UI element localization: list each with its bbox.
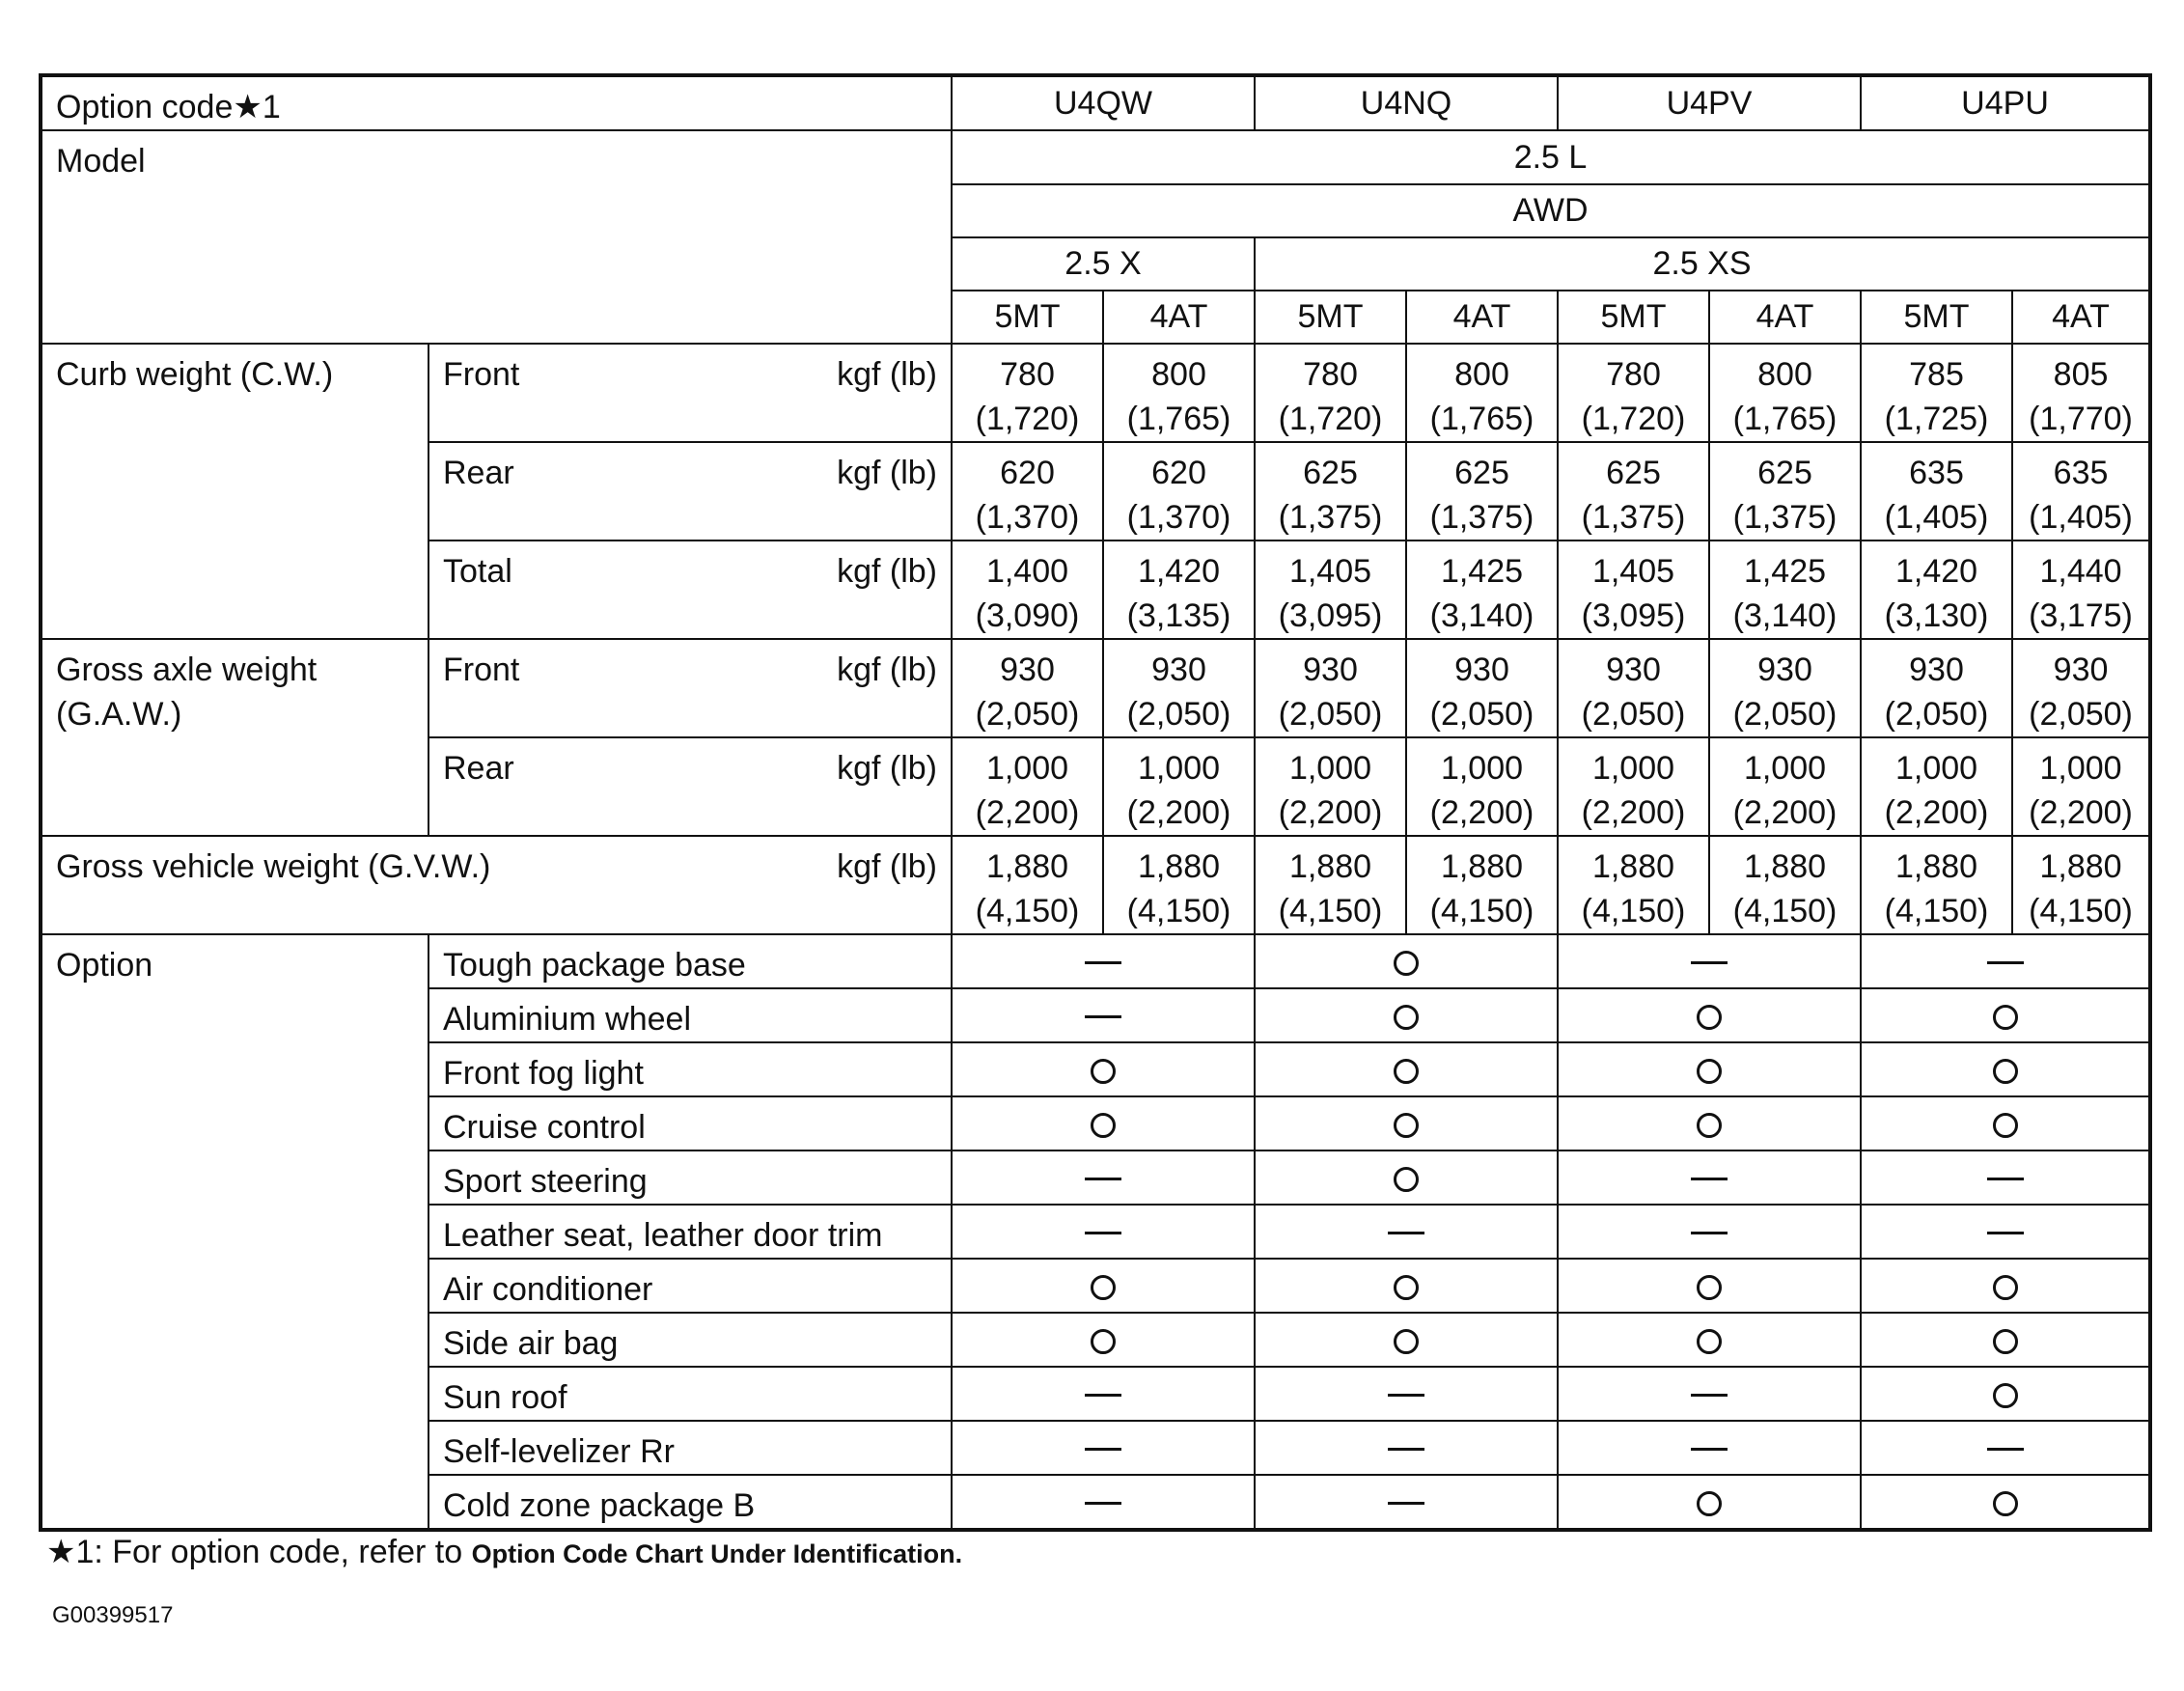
option-item-label: Sport steering — [429, 1150, 952, 1205]
weight-value-cell — [952, 442, 1103, 541]
weight-lb: (4,150) — [2029, 893, 2133, 929]
standard-circle-icon — [1394, 1167, 1419, 1192]
option-availability-cell — [1558, 1205, 1861, 1259]
not-available-dash-icon — [1085, 1232, 1121, 1234]
weight-lb: (1,765) — [1732, 401, 1838, 437]
weight-kgf: 1,405 — [1591, 553, 1675, 590]
not-available-dash-icon — [1388, 1448, 1424, 1451]
standard-circle-icon — [1394, 1275, 1419, 1300]
footnote-reference: Option Code Chart Under Identification. — [471, 1539, 963, 1568]
weight-kgf: 800 — [1151, 356, 1206, 393]
option-availability-cell — [1255, 988, 1558, 1042]
weight-kgf: 1,880 — [2039, 848, 2122, 885]
weight-kgf: 930 — [1909, 651, 1964, 688]
sub-label-text: Front — [443, 651, 520, 688]
not-available-dash-icon — [1085, 1394, 1121, 1397]
weight-kgf: 1,425 — [1440, 553, 1524, 590]
option-availability-cell — [1558, 988, 1861, 1042]
weight-sub-label — [429, 639, 952, 737]
option-code-u4pu: U4PU — [1861, 75, 2150, 130]
transmission-cell: 5MT — [1861, 291, 2012, 344]
not-available-dash-icon — [1987, 1178, 2024, 1180]
not-available-dash-icon — [1085, 1178, 1121, 1180]
weight-lb: (4,150) — [1732, 893, 1838, 929]
weight-kgf: 1,880 — [1894, 848, 1978, 885]
weight-kgf: 1,000 — [1894, 750, 1978, 787]
standard-circle-icon — [1091, 1275, 1116, 1300]
weight-value-cell — [1255, 442, 1406, 541]
weight-value-cell — [1861, 639, 2012, 737]
standard-circle-icon — [1394, 1059, 1419, 1084]
weight-kgf: 1,880 — [985, 848, 1069, 885]
weight-lb: (1,405) — [1884, 499, 1989, 536]
weight-kgf: 800 — [1454, 356, 1509, 393]
weight-value-cell — [1255, 639, 1406, 737]
option-availability-cell — [1861, 1150, 2150, 1205]
weight-lb: (3,095) — [1278, 597, 1383, 634]
weight-lb: (3,090) — [975, 597, 1080, 634]
weight-value-cell — [1861, 541, 2012, 639]
weight-kgf: 780 — [1000, 356, 1055, 393]
weight-kgf: 1,880 — [1591, 848, 1675, 885]
sub-label-text: Rear — [443, 750, 514, 787]
weight-value-cell — [2012, 836, 2150, 934]
standard-circle-icon — [1993, 1383, 2018, 1408]
weight-value-cell — [1709, 344, 1861, 442]
model-header: Model — [41, 130, 952, 344]
option-item-label: Self-levelizer Rr — [429, 1421, 952, 1475]
weight-lb: (2,050) — [2029, 696, 2133, 733]
weight-lb: (1,375) — [1732, 499, 1838, 536]
standard-circle-icon — [1394, 1329, 1419, 1354]
transmission-cell: 5MT — [1558, 291, 1709, 344]
unit-label: kgf (lb) — [837, 750, 937, 787]
gross-axle-weight-row — [41, 639, 2150, 737]
sub-label-text: Total — [443, 553, 512, 590]
weight-value-cell — [1709, 639, 1861, 737]
weight-lb: (2,200) — [1429, 794, 1534, 831]
weight-value-cell — [1406, 737, 1558, 836]
weight-value-cell — [1709, 737, 1861, 836]
weight-value-cell — [952, 541, 1103, 639]
weight-lb: (1,720) — [1581, 401, 1686, 437]
option-availability-cell — [1255, 1150, 1558, 1205]
option-availability-cell — [1558, 1421, 1861, 1475]
weight-kgf: 1,880 — [1137, 848, 1221, 885]
weight-value-cell — [2012, 442, 2150, 541]
not-available-dash-icon — [1085, 1502, 1121, 1505]
standard-circle-icon — [1993, 1059, 2018, 1084]
weight-lb: (1,765) — [1126, 401, 1231, 437]
weight-value-cell — [1103, 737, 1255, 836]
weight-option-spec-table — [39, 73, 2152, 1532]
weight-kgf: 1,000 — [985, 750, 1069, 787]
weight-kgf: 625 — [1454, 455, 1509, 491]
weight-lb: (3,095) — [1581, 597, 1686, 634]
weight-kgf: 780 — [1606, 356, 1661, 393]
option-availability-cell — [1255, 1042, 1558, 1096]
weight-value-cell — [1103, 344, 1255, 442]
unit-label: kgf (lb) — [837, 848, 937, 885]
weight-lb: (3,175) — [2029, 597, 2133, 634]
weight-lb: (2,050) — [1884, 696, 1989, 733]
not-available-dash-icon — [1691, 1448, 1728, 1451]
option-availability-cell — [1861, 988, 2150, 1042]
option-availability-cell — [1861, 1259, 2150, 1313]
weight-lb: (4,150) — [1884, 893, 1989, 929]
option-availability-cell — [952, 1259, 1255, 1313]
weight-lb: (3,135) — [1126, 597, 1231, 634]
weight-kgf: 620 — [1151, 455, 1206, 491]
standard-circle-icon — [1993, 1491, 2018, 1516]
weight-kgf: 1,000 — [1440, 750, 1524, 787]
not-available-dash-icon — [1388, 1232, 1424, 1234]
option-availability-cell — [1861, 1313, 2150, 1367]
weight-lb: (2,200) — [1581, 794, 1686, 831]
weight-lb: (2,050) — [1278, 696, 1383, 733]
footnote-text: ★1: For option code, refer to — [46, 1534, 472, 1570]
option-availability-cell — [1255, 1475, 1558, 1530]
weight-value-cell — [1103, 541, 1255, 639]
not-available-dash-icon — [1691, 1178, 1728, 1180]
weight-kgf: 1,000 — [1288, 750, 1372, 787]
not-available-dash-icon — [1987, 1448, 2024, 1451]
not-available-dash-icon — [1388, 1502, 1424, 1505]
weight-value-cell — [1558, 541, 1709, 639]
weight-lb: (2,200) — [1732, 794, 1838, 831]
weight-kgf: 1,425 — [1743, 553, 1827, 590]
weight-kgf: 930 — [1757, 651, 1812, 688]
weight-value-cell — [1255, 344, 1406, 442]
weight-kgf: 620 — [1000, 455, 1055, 491]
weight-lb: (1,765) — [1429, 401, 1534, 437]
option-availability-cell — [1861, 1096, 2150, 1150]
transmission-cell: 5MT — [1255, 291, 1406, 344]
transmission-cell: 4AT — [1709, 291, 1861, 344]
footnote — [46, 1533, 962, 1571]
weight-sub-label — [429, 541, 952, 639]
standard-circle-icon — [1091, 1059, 1116, 1084]
weight-sub-label — [429, 344, 952, 442]
weight-lb: (1,370) — [975, 499, 1080, 536]
weight-sub-label — [429, 442, 952, 541]
weight-kgf: 930 — [2053, 651, 2109, 688]
weight-kgf: 800 — [1757, 356, 1812, 393]
weight-kgf: 1,880 — [1288, 848, 1372, 885]
unit-label: kgf (lb) — [837, 356, 937, 393]
standard-circle-icon — [1697, 1275, 1722, 1300]
option-availability-cell — [1861, 934, 2150, 988]
drive-header: AWD — [952, 184, 2150, 237]
weight-kgf: 1,000 — [1137, 750, 1221, 787]
option-availability-cell — [952, 1150, 1255, 1205]
weight-kgf: 930 — [1606, 651, 1661, 688]
option-availability-cell — [952, 1205, 1255, 1259]
weight-kgf: 930 — [1303, 651, 1358, 688]
weight-lb: (3,140) — [1429, 597, 1534, 634]
weight-kgf: 625 — [1303, 455, 1358, 491]
weight-value-cell — [1861, 836, 2012, 934]
option-code-header: Option code★1 — [41, 75, 952, 130]
weight-value-cell — [1255, 836, 1406, 934]
weight-value-cell — [1406, 541, 1558, 639]
weight-lb: (2,200) — [2029, 794, 2133, 831]
weight-lb: (2,050) — [1581, 696, 1686, 733]
weight-lb: (2,050) — [1429, 696, 1534, 733]
weight-lb: (1,375) — [1429, 499, 1534, 536]
weight-lb: (2,050) — [1126, 696, 1231, 733]
not-available-dash-icon — [1085, 961, 1121, 964]
grade-2-5-xs: 2.5 XS — [1255, 237, 2150, 291]
option-item-label: Side air bag — [429, 1313, 952, 1367]
unit-label: kgf (lb) — [837, 455, 937, 491]
engine-header: 2.5 L — [952, 130, 2150, 184]
standard-circle-icon — [1993, 1329, 2018, 1354]
gaw-label-line1: Gross axle weight — [56, 651, 318, 688]
grade-2-5-x: 2.5 X — [952, 237, 1255, 291]
option-availability-cell — [1558, 1313, 1861, 1367]
standard-circle-icon — [1697, 1491, 1722, 1516]
weight-value-cell — [1861, 344, 2012, 442]
weight-value-cell — [1406, 836, 1558, 934]
weight-value-cell — [1558, 737, 1709, 836]
option-item-label: Leather seat, leather door trim — [429, 1205, 952, 1259]
option-item-label: Aluminium wheel — [429, 988, 952, 1042]
gross-vehicle-weight-row — [41, 836, 2150, 934]
option-availability-cell — [952, 934, 1255, 988]
option-availability-cell — [1558, 1259, 1861, 1313]
weight-lb: (4,150) — [1278, 893, 1383, 929]
weight-kgf: 1,880 — [1440, 848, 1524, 885]
weight-value-cell — [1255, 541, 1406, 639]
weight-kgf: 1,420 — [1137, 553, 1221, 590]
option-label: Option — [41, 934, 429, 1530]
weight-lb: (2,200) — [1884, 794, 1989, 831]
weight-lb: (1,720) — [1278, 401, 1383, 437]
weight-kgf: 780 — [1303, 356, 1358, 393]
weight-lb: (3,130) — [1884, 597, 1989, 634]
weight-kgf: 930 — [1454, 651, 1509, 688]
weight-value-cell — [1103, 442, 1255, 541]
standard-circle-icon — [1697, 1113, 1722, 1138]
option-item-label: Sun roof — [429, 1367, 952, 1421]
weight-kgf: 1,000 — [2039, 750, 2122, 787]
weight-value-cell — [952, 737, 1103, 836]
weight-value-cell — [1709, 442, 1861, 541]
option-availability-cell — [952, 988, 1255, 1042]
option-availability-cell — [952, 1096, 1255, 1150]
gvw-label-text: Gross vehicle weight (G.V.W.) — [56, 848, 491, 885]
weight-value-cell — [952, 639, 1103, 737]
option-availability-cell — [1558, 1475, 1861, 1530]
option-availability-cell — [1255, 1259, 1558, 1313]
weight-lb: (1,375) — [1581, 499, 1686, 536]
option-availability-cell — [952, 1042, 1255, 1096]
weight-kgf: 785 — [1909, 356, 1964, 393]
not-available-dash-icon — [1691, 1232, 1728, 1234]
standard-circle-icon — [1091, 1329, 1116, 1354]
standard-circle-icon — [1394, 1005, 1419, 1030]
option-availability-cell — [1861, 1475, 2150, 1530]
weight-value-cell — [2012, 541, 2150, 639]
not-available-dash-icon — [1691, 1394, 1728, 1397]
weight-lb: (1,405) — [2029, 499, 2133, 536]
weight-value-cell — [1558, 442, 1709, 541]
weight-lb: (2,050) — [975, 696, 1080, 733]
not-available-dash-icon — [1691, 961, 1728, 964]
weight-lb: (1,770) — [2029, 401, 2133, 437]
weight-value-cell — [1861, 737, 2012, 836]
unit-label: kgf (lb) — [837, 553, 937, 590]
standard-circle-icon — [1993, 1005, 2018, 1030]
option-item-label: Front fog light — [429, 1042, 952, 1096]
option-item-label: Cruise control — [429, 1096, 952, 1150]
weight-lb: (2,200) — [1278, 794, 1383, 831]
standard-circle-icon — [1697, 1005, 1722, 1030]
weight-kgf: 1,880 — [1743, 848, 1827, 885]
option-availability-cell — [1558, 1042, 1861, 1096]
transmission-cell: 5MT — [952, 291, 1103, 344]
sub-label-text: Front — [443, 356, 520, 393]
weight-lb: (3,140) — [1732, 597, 1838, 634]
weight-value-cell — [1255, 737, 1406, 836]
option-item-label: Air conditioner — [429, 1259, 952, 1313]
weight-lb: (2,050) — [1732, 696, 1838, 733]
option-availability-cell — [1558, 1096, 1861, 1150]
option-availability-cell — [1255, 1205, 1558, 1259]
gross-axle-weight-label — [41, 639, 429, 836]
unit-label: kgf (lb) — [837, 651, 937, 688]
not-available-dash-icon — [1987, 961, 2024, 964]
option-availability-cell — [1255, 1313, 1558, 1367]
weight-value-cell — [1406, 344, 1558, 442]
option-availability-cell — [952, 1475, 1255, 1530]
option-availability-cell — [1861, 1205, 2150, 1259]
weight-sub-label — [429, 737, 952, 836]
weight-lb: (2,200) — [975, 794, 1080, 831]
not-available-dash-icon — [1987, 1232, 2024, 1234]
option-availability-cell — [1558, 1150, 1861, 1205]
not-available-dash-icon — [1085, 1015, 1121, 1018]
transmission-cell: 4AT — [2012, 291, 2150, 344]
standard-circle-icon — [1697, 1059, 1722, 1084]
option-row — [41, 934, 2150, 988]
weight-lb: (4,150) — [1429, 893, 1534, 929]
weight-lb: (4,150) — [1581, 893, 1686, 929]
option-availability-cell — [1558, 934, 1861, 988]
weight-kgf: 930 — [1151, 651, 1206, 688]
weight-kgf: 1,440 — [2039, 553, 2122, 590]
standard-circle-icon — [1993, 1113, 2018, 1138]
sub-label-text: Rear — [443, 455, 514, 491]
weight-value-cell — [952, 836, 1103, 934]
weight-value-cell — [1406, 442, 1558, 541]
weight-value-cell — [1103, 836, 1255, 934]
weight-lb: (2,200) — [1126, 794, 1231, 831]
weight-kgf: 805 — [2053, 356, 2109, 393]
weight-kgf: 625 — [1606, 455, 1661, 491]
weight-value-cell — [1709, 541, 1861, 639]
weight-kgf: 930 — [1000, 651, 1055, 688]
weight-value-cell — [1558, 344, 1709, 442]
not-available-dash-icon — [1085, 1448, 1121, 1451]
weight-value-cell — [1558, 639, 1709, 737]
option-code-u4pv: U4PV — [1558, 75, 1861, 130]
option-availability-cell — [952, 1367, 1255, 1421]
weight-kgf: 635 — [2053, 455, 2109, 491]
not-available-dash-icon — [1388, 1394, 1424, 1397]
weight-kgf: 1,400 — [985, 553, 1069, 590]
weight-lb: (4,150) — [1126, 893, 1231, 929]
option-item-label: Cold zone package B — [429, 1475, 952, 1530]
weight-value-cell — [1406, 639, 1558, 737]
weight-lb: (1,370) — [1126, 499, 1231, 536]
figure-id: G00399517 — [52, 1602, 174, 1628]
option-availability-cell — [952, 1421, 1255, 1475]
weight-value-cell — [1558, 836, 1709, 934]
transmission-cell: 4AT — [1103, 291, 1255, 344]
weight-lb: (1,725) — [1884, 401, 1989, 437]
weight-value-cell — [1103, 639, 1255, 737]
standard-circle-icon — [1394, 1113, 1419, 1138]
standard-circle-icon — [1993, 1275, 2018, 1300]
weight-kgf: 625 — [1757, 455, 1812, 491]
weight-kgf: 1,405 — [1288, 553, 1372, 590]
transmission-cell: 4AT — [1406, 291, 1558, 344]
weight-value-cell — [1709, 836, 1861, 934]
weight-value-cell — [952, 344, 1103, 442]
option-code-u4nq: U4NQ — [1255, 75, 1558, 130]
weight-value-cell — [2012, 639, 2150, 737]
weight-value-cell — [2012, 344, 2150, 442]
standard-circle-icon — [1697, 1329, 1722, 1354]
option-availability-cell — [1558, 1367, 1861, 1421]
option-code-u4qw: U4QW — [952, 75, 1255, 130]
gaw-label-line2: (G.A.W.) — [56, 696, 182, 733]
option-availability-cell — [1861, 1421, 2150, 1475]
weight-value-cell — [1861, 442, 2012, 541]
curb-weight-label: Curb weight (C.W.) — [41, 344, 429, 639]
option-availability-cell — [1861, 1042, 2150, 1096]
option-availability-cell — [1255, 934, 1558, 988]
option-availability-cell — [1861, 1367, 2150, 1421]
option-availability-cell — [1255, 1367, 1558, 1421]
weight-lb: (4,150) — [975, 893, 1080, 929]
weight-lb: (1,375) — [1278, 499, 1383, 536]
option-availability-cell — [952, 1313, 1255, 1367]
curb-weight-row — [41, 344, 2150, 442]
option-availability-cell — [1255, 1421, 1558, 1475]
standard-circle-icon — [1394, 951, 1419, 976]
weight-lb: (1,720) — [975, 401, 1080, 437]
weight-kgf: 635 — [1909, 455, 1964, 491]
standard-circle-icon — [1091, 1113, 1116, 1138]
weight-value-cell — [2012, 737, 2150, 836]
weight-kgf: 1,000 — [1743, 750, 1827, 787]
weight-kgf: 1,000 — [1591, 750, 1675, 787]
option-item-label: Tough package base — [429, 934, 952, 988]
option-availability-cell — [1255, 1096, 1558, 1150]
weight-kgf: 1,420 — [1894, 553, 1978, 590]
gross-vehicle-weight-label — [41, 836, 952, 934]
